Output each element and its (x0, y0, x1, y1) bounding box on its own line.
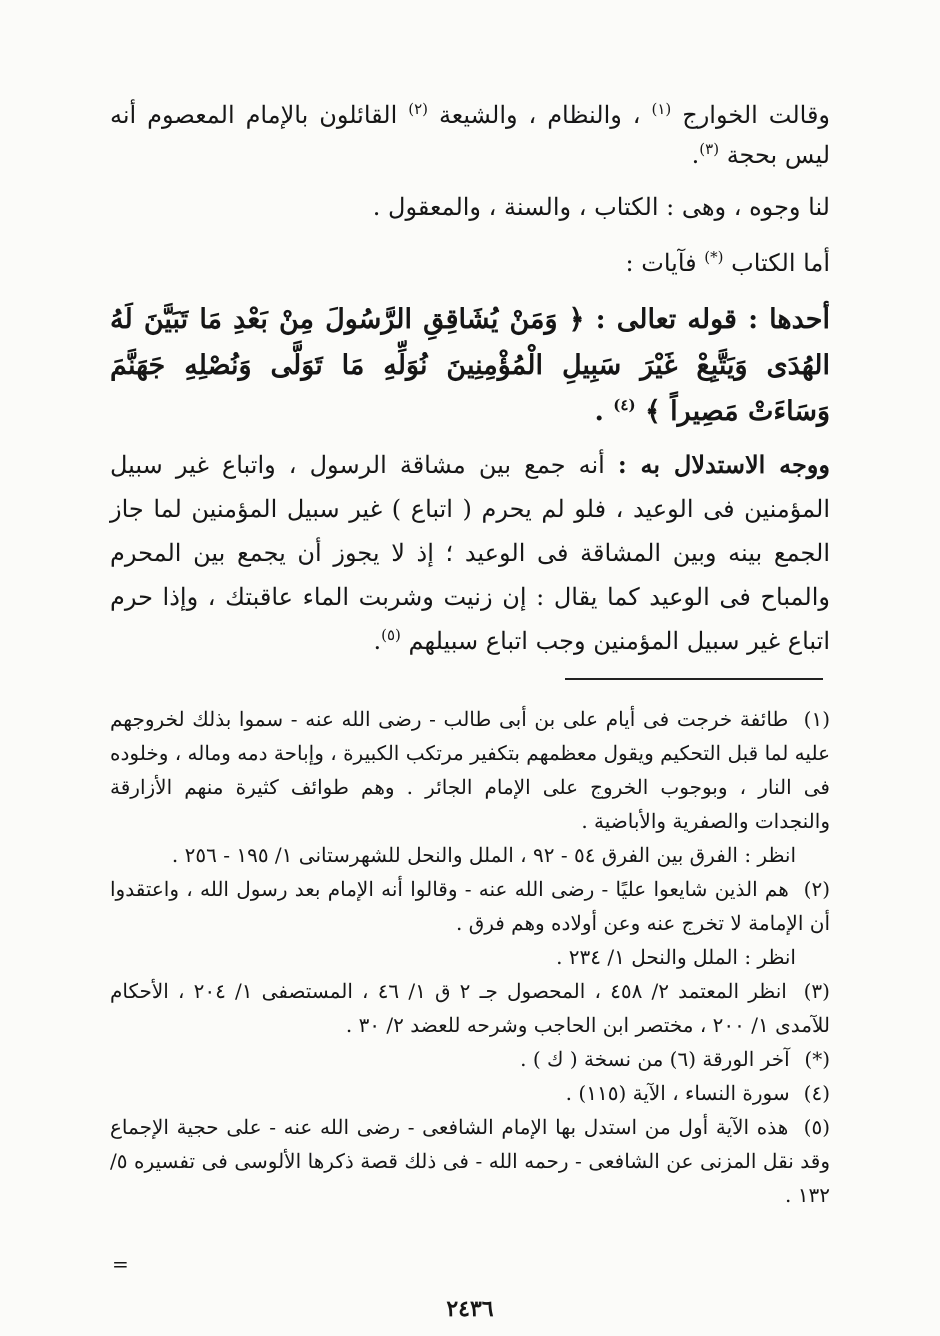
footnote-separator (565, 678, 823, 680)
footnote-number: (٤) (803, 1081, 830, 1105)
footnote-2 (110, 872, 830, 974)
verse-text: قوله تعالى : ﴿ وَمَنْ يُشَاقِقِ الرَّسُولَ مِنْ بَعْدِ مَا تَبَيَّنَ لَهُ الهُدَى وَيَتَّبِعْ غَيْرَ سَبِيلِ الْمُؤْمِنِينَ نُوَلِّهِ مَا تَوَلَّى وَنُصْلِهِ جَهَنَّمَ وَسَاءَتْ مَصِيراً ﴾ (110, 304, 830, 427)
opinions-text-c: القائلون بالإمام المعصوم أنه ليس بحجة (110, 101, 830, 169)
opinions-end: . (691, 141, 700, 169)
page-number: ٢٤٣٦ (446, 1296, 494, 1322)
verse-lead: أحدها : (748, 304, 830, 335)
footnote-number: (٥) (803, 1115, 830, 1139)
opinions-text-b: ، والنظام ، والشيعة (438, 101, 641, 129)
footnote-star (110, 1042, 830, 1076)
book-text-b: فآيات : (625, 249, 697, 277)
footnote-1 (110, 702, 830, 872)
verse-end: . (594, 396, 604, 427)
footnote-text: سورة النساء ، الآية (١١٥) . (565, 1081, 790, 1105)
paragraph-proofs: لنا وجوه ، وهى : الكتاب ، والسنة ، والمعقول . (372, 193, 830, 221)
footnote-5 (110, 1110, 830, 1212)
footnote-number: (*) (804, 1047, 830, 1071)
footnote-number: (٣) (803, 979, 830, 1003)
footnote-ref-1[interactable]: (١) (651, 100, 672, 118)
reasoning-lead: ووجه الاستدلال به : (617, 450, 830, 479)
footnote-text: آخر الورقة (٦) من نسخة ( ك ) . (520, 1047, 790, 1071)
footnote-ref-star[interactable]: (*) (704, 248, 724, 266)
footnote-ref-5[interactable]: (٥) (381, 626, 401, 644)
footnote-source: انظر : الفرق بين الفرق ٥٤ - ٩٢ ، الملل والنحل للشهرستانى ١/ ١٩٥ - ٢٥٦ . (171, 843, 796, 867)
footnote-ref-4[interactable]: (٤) (613, 396, 636, 414)
footnote-number: (١) (803, 707, 830, 731)
footnote-text: طائفة خرجت فى أيام على بن أبى طالب - رضى الله عنه - سموا بذلك لخروجهم عليه لما قبل التحكيم ويقول معظمهم بتكفير مرتكب الكبيرة ، وإباحة دمه وماله ، وخلوده فى النار ، وبوجوب الخروج على الإمام الجائر . وهم طوائف كثيرة منهم الأزارقة والنجدات والصفرية والأباضية . (110, 707, 830, 833)
footnote-ref-3[interactable]: (٣) (699, 140, 720, 158)
continuation-mark: = (112, 1252, 129, 1276)
footnote-4 (110, 1076, 830, 1110)
footnote-text: انظر المعتمد ٢/ ٤٥٨ ، المحصول جـ ٢ ق ١/ ٤٦ ، المستصفى ١/ ٢٠٤ ، الأحكام للآمدى ١/ ٢٠٠ ، مختصر ابن الحاجب وشرحه للعضد ٢/ ٣٠ . (110, 979, 830, 1037)
footnote-source: انظر : الملل والنحل ١/ ٢٣٤ . (556, 945, 796, 969)
footnote-number: (٢) (803, 877, 831, 901)
opinions-text-a: وقالت الخوارج (682, 101, 831, 129)
footnote-3 (110, 974, 830, 1042)
reasoning-text: أنه جمع بين مشاقة الرسول ، واتباع غير سبيل المؤمنين فى الوعيد ، فلو لم يحرم ( اتباع ) غير سبيل المؤمنين لما جاز الجمع بينه وبين المشاقة فى الوعيد ؛ إذ لا يجوز أن يجمع بين المحرم والمباح فى الوعيد كما يقال : إن زنيت وشربت الماء عاقبتك ، وإذا حرم اتباع غير سبيل المؤمنين وجب اتباع سبيلهم (110, 451, 830, 655)
paragraph-book (110, 243, 830, 283)
footnote-text: هم الذين شايعوا عليًا - رضى الله عنه - وقالوا أنه الإمام بعد رسول الله ، واعتقدوا أن الإمامة لا تخرج عنه وعن أولاده وهم فرق . (110, 877, 830, 935)
footnote-ref-2[interactable]: (٢) (408, 100, 428, 118)
footnote-text: هذه الآية أول من استدل بها الإمام الشافعى - رضى الله عنه - على حجية الإجماع وقد نقل المزنى عن الشافعى - رحمه الله - فى ذلك قصة ذكرها الألوسى فى تفسيره ٥/ ١٣٢ . (110, 1115, 830, 1207)
main-text (110, 95, 830, 663)
paragraph-verse (110, 297, 830, 435)
paragraph-reasoning (110, 443, 830, 663)
reasoning-end: . (373, 627, 382, 655)
book-text-a: أما الكتاب (731, 249, 830, 277)
footnotes (110, 702, 830, 1212)
paragraph-opinions (110, 95, 830, 175)
